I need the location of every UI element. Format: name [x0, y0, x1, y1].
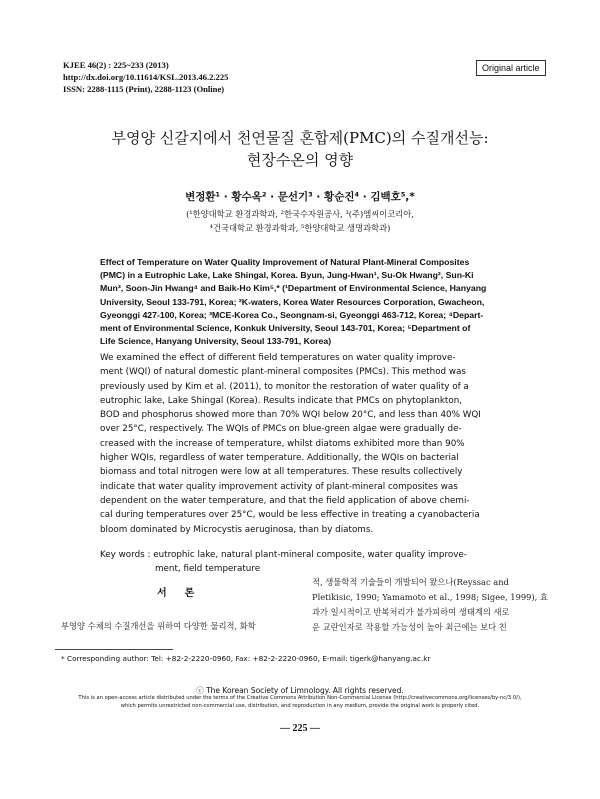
page-number: — 225 — [280, 723, 320, 734]
body-right-line: 적, 생물학적 기술들이 개발되어 왔으나(Reyssac and [312, 577, 509, 587]
license-line-1: This is an open-access article distributed under the terms of the Creative Commons Attribution Non-Commercial License (http://creativecommons.org/licenses/by-nc/3.0/), [78, 695, 522, 701]
english-title-block [100, 256, 503, 348]
body-right-line: 과가 일시적이고 반복처리가 불가피하여 생태계의 새로 [312, 607, 510, 617]
english-title-line: (PMC) in a Eutrophic Lake, Lake Shingal, Korea. Byun, Jung-Hwan¹, Su-Ok Hwang², Sun-Ki [100, 270, 474, 281]
affiliation-line-2: ⁴건국대학교 환경과학과, ⁵한양대학교 생명과학과) [209, 223, 391, 233]
section-heading-introduction: 서론 [157, 588, 213, 599]
abstract [100, 351, 505, 537]
korean-title-line-1: 부영양 신갈지에서 천연물질 혼합제(PMC)의 수질개선능: [111, 129, 489, 147]
keywords-line-1: eutrophic lake, natural plant-mineral composite, water quality improve- [153, 550, 467, 560]
body-right-line: Pletikisic, 1990; Yamamoto et al., 1998; Sigee, 1999), 효 [312, 592, 548, 602]
license-line-2: which permits unrestricted non-commercial use, distribution, and reproduction in any medium, provide the original work is properly cited. [120, 703, 480, 709]
english-title-line: Mun³, Soon-Jin Hwang⁴ and Baik-Ho Kim⁵,* (¹Department of Environmental Science, Hanyang [100, 283, 487, 294]
english-title-line: ment of Environmental Science, Konkuk University, Seoul 143-701, Korea; ⁵Department of [100, 323, 471, 334]
abstract-line: over 25°C, respectively. The WQIs of PMCs on blue-green algae were gradually de- [100, 424, 462, 435]
journal-citation: KJEE 46(2) : 225~233 (2013) [63, 60, 169, 70]
affiliation-line-1: (¹한양대학교 환경과학과, ²한국수자원공사, ³(주)엠씨이코리아, [186, 209, 414, 219]
body-left-column: 부영양 수체의 수질개선을 위하여 다양한 물리적, 화학 [61, 621, 256, 631]
issn-line: ISSN: 2288-1115 (Print), 2288-1123 (Online) [63, 84, 225, 94]
abstract-line: eutrophic lake, Lake Shingal (Korea). Results indicate that PMCs on phytoplankton, [100, 395, 463, 406]
article-type-badge: Original article [476, 60, 546, 76]
abstract-line: indicate that water quality improvement activity of plant-mineral composites was [100, 481, 458, 492]
english-title-line: University, Seoul 133-791, Korea; ²K-waters, Korea Water Resources Corporation, Gwacheon, [100, 296, 485, 307]
abstract-line: biomass and total nitrogen were low at all temperatures. These results collectively [100, 467, 463, 478]
english-title-line: Life Science, Hanyang University, Seoul 133-791, Korea) [100, 336, 332, 347]
abstract-line: cal during temperatures over 25°C, would be less effective in treating a cyanobacteria [100, 510, 480, 521]
keywords [100, 548, 505, 576]
body-right-column [312, 575, 552, 635]
abstract-line: We examined the effect of different field temperatures on water quality improve- [100, 353, 456, 363]
abstract-line: dependent on the water temperature, and that the field application of above chemi- [100, 495, 470, 506]
corresponding-author-footnote: * Corresponding author: Tel: +82-2-2220-0960, Fax: +82-2-2220-0960, E-mail: tigerk@hanyang.ac.kr [61, 654, 431, 663]
abstract-line: ment (WQI) of natural domestic plant-mineral composites (PMCs). This method was [100, 367, 466, 378]
author-list: 변정환¹ · 황수옥² · 문선기³ · 황순진⁴ · 김백호⁵,* [185, 191, 415, 203]
abstract-line: creased with the increase of temperature, whilst diatoms exhibited more than 90% [100, 438, 465, 449]
footnote-divider [55, 649, 173, 650]
keywords-line-2: ment, field temperature [155, 564, 261, 574]
korean-title-line-2: 현장수온의 영향 [246, 151, 354, 169]
abstract-line: higher WQIs, regardless of water temperature. Additionally, the WQIs on bacterial [100, 453, 459, 464]
english-title-line: Effect of Temperature on Water Quality Improvement of Natural Plant-Mineral Composites [100, 257, 470, 267]
english-title-line: Gyeonggi 427-100, Korea; ³MCE-Korea Co., Seongnam-si, Gyeonggi 463-712, Korea; ⁴Depart- [100, 309, 484, 320]
abstract-line: bloom dominated by Microcystis aeruginosa, than by diatoms. [100, 524, 374, 535]
abstract-line: BOD and phosphorus showed more than 70% WQI below 20°C, and less than 40% WQI [100, 410, 481, 421]
body-right-line: 운 교란인자로 작용할 가능성이 높아 최근에는 보다 친 [312, 622, 507, 632]
keywords-label: Key words : [100, 550, 154, 560]
abstract-line: previously used by Kim et al. (2011), to monitor the restoration of water quality of a [100, 381, 469, 392]
copyright-notice: ⓒ The Korean Society of Limnology. All rights reserved. [196, 686, 404, 695]
doi-link[interactable]: http://dx.doi.org/10.11614/KSL.2013.46.2.225 [63, 72, 229, 82]
